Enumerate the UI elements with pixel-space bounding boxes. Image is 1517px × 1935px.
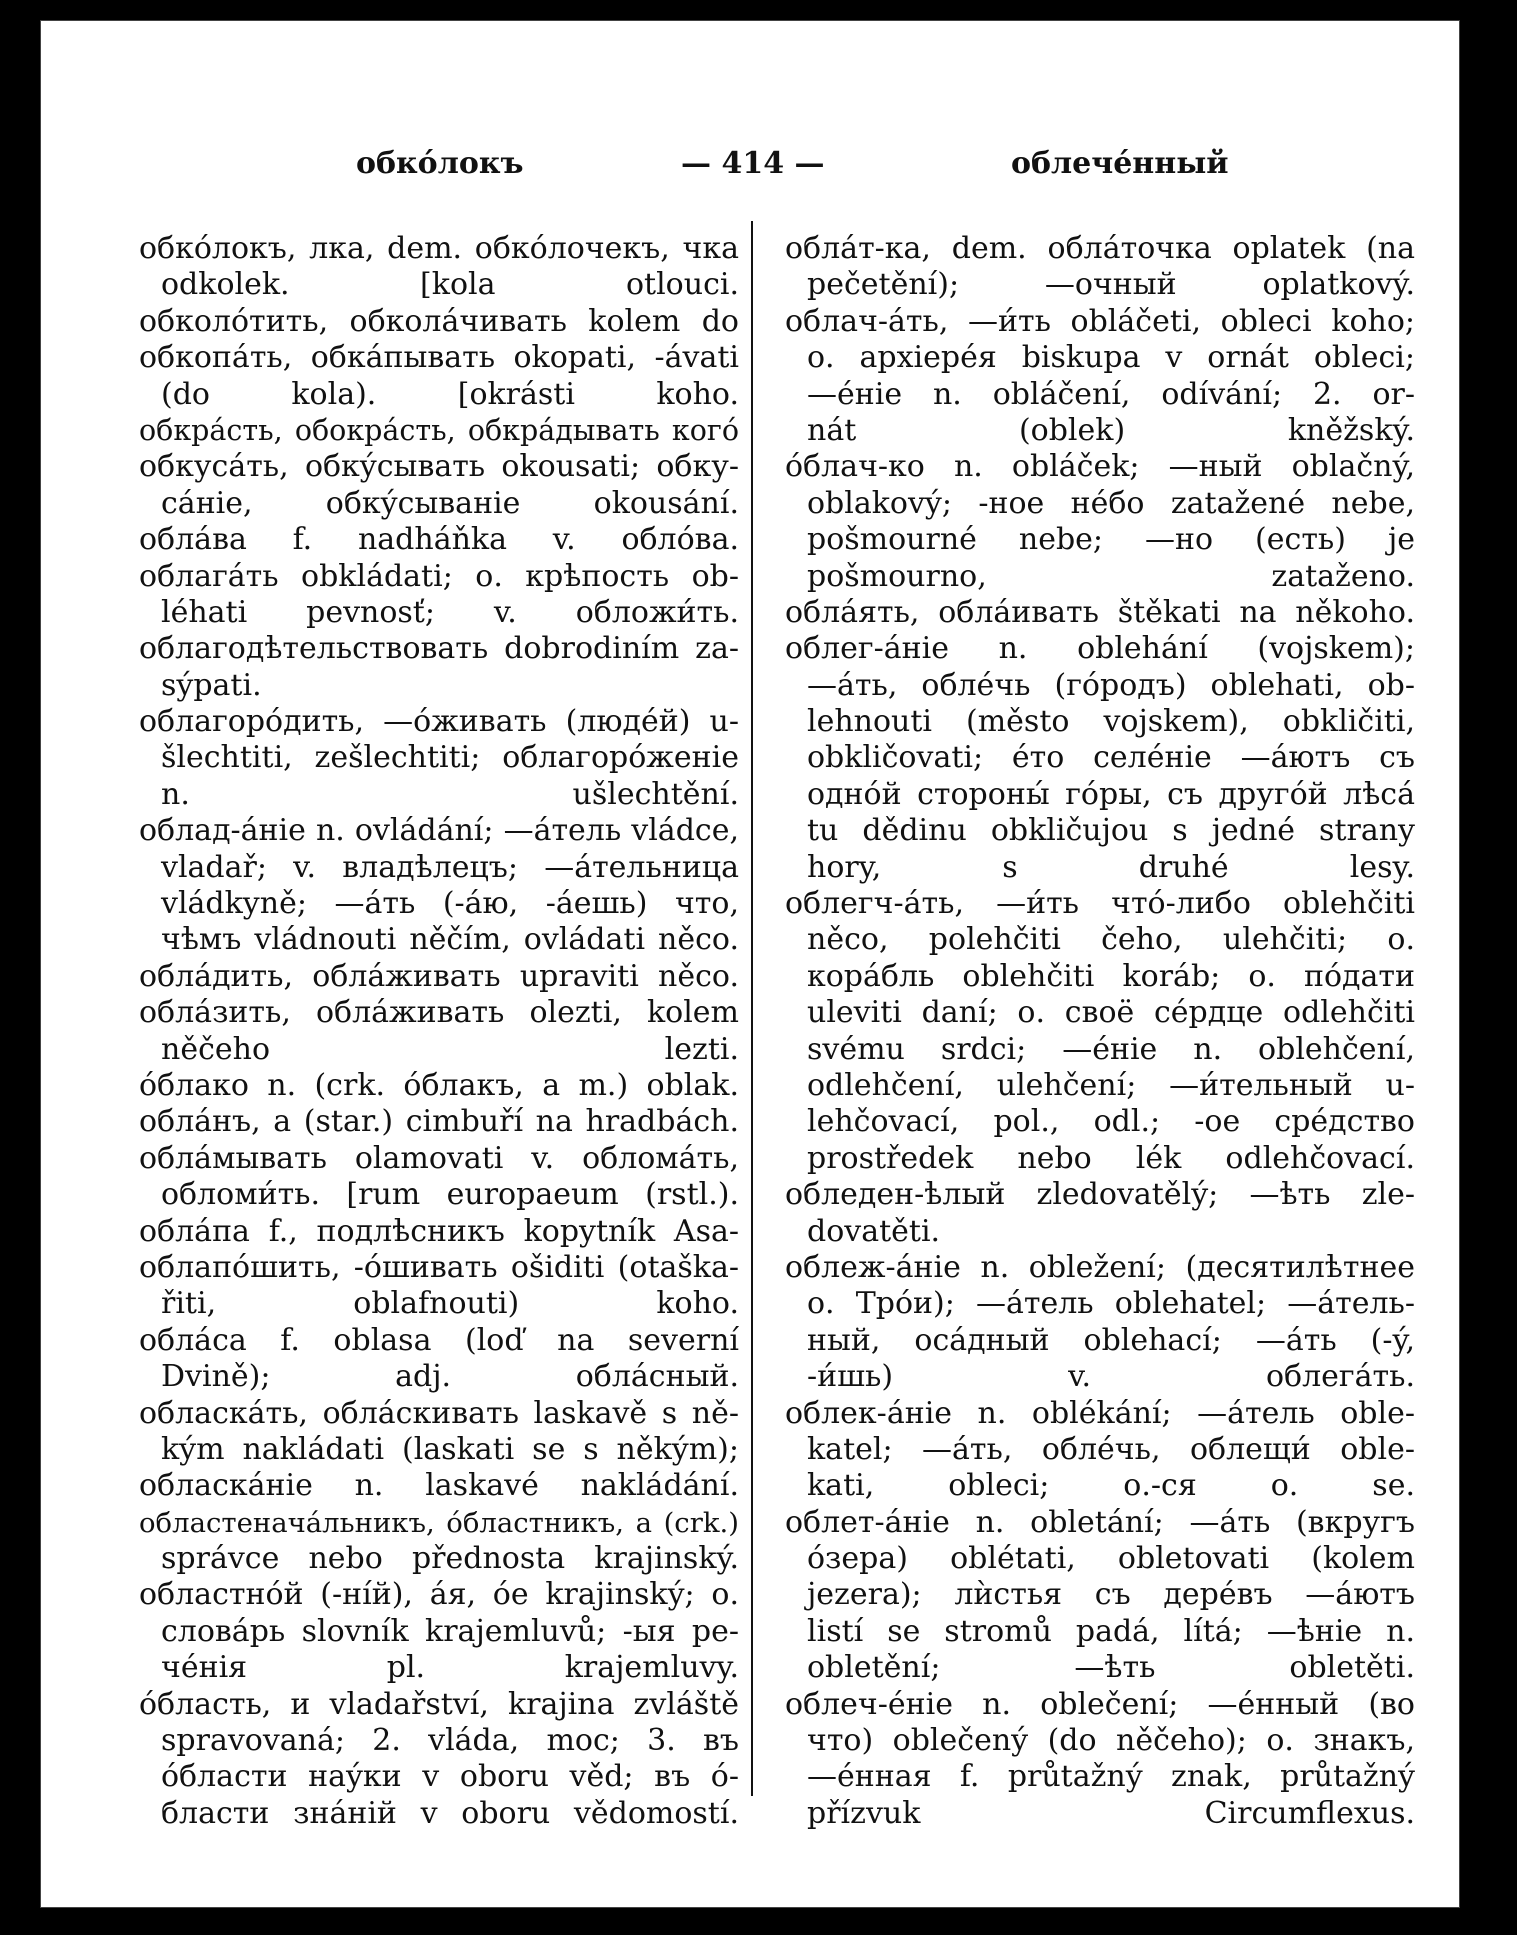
dictionary-page (40, 20, 1460, 1908)
dictionary-line: odlehčení, ulehčení; —и́тельный u- (807, 1067, 1415, 1103)
dictionary-line: léhati pevnosť; v. обложи́ть. (161, 594, 739, 630)
dictionary-line: обледен-ѣлый zledovatělý; —ѣть zle- (785, 1177, 1415, 1213)
dictionary-line: šlechtiti, zešlechtiti; облагорóженіе (161, 740, 739, 776)
left-column (139, 231, 739, 1832)
dictionary-line: областнóй (-нíй), áя, óе krajinský; о. (139, 1577, 739, 1613)
dictionary-line: obkličovati; éто селéніе —áютъ съ (807, 740, 1415, 776)
dictionary-line: vládkyně; —áть (-áю, -áешь) что, (161, 886, 739, 922)
dictionary-line: pečetění); —очный oplatkový. (807, 267, 1415, 303)
dictionary-line: однóй стороны́ гóры, съ другóй лѣсá (807, 776, 1415, 812)
dictionary-line: что) oblečený (do něčeho); о. знакъ, (807, 1723, 1415, 1759)
dictionary-line: бласти знáній v oboru vědomostí. (161, 1795, 739, 1831)
dictionary-line: óзера) oblétati, obletovati (kolem (807, 1541, 1415, 1577)
dictionary-line: oblakový; -ное нéбо zatažené nebe, (807, 485, 1415, 521)
dictionary-line: облáт-ка, dem. облáточка oplatek (na (785, 231, 1415, 266)
dictionary-line: kým nakládati (laskati se s někým); (161, 1431, 739, 1467)
dictionary-line: tu dědinu obkličujou s jedné strany (807, 813, 1415, 849)
dictionary-line: n. ušlechtění. (161, 776, 739, 812)
dictionary-line: —áть, облéчь (гóродъ) oblehati, ob- (807, 667, 1415, 703)
dictionary-line: обкусáть, обкýсывать okousati; обку- (139, 449, 739, 485)
dictionary-line: облагáть obkládati; о. крѣпость ob- (139, 558, 739, 594)
dictionary-line: něco, polehčiti čeho, ulehčiti; о. (807, 922, 1415, 958)
dictionary-line: kati, obleci; о.-ся о. se. (807, 1468, 1415, 1504)
dictionary-line: облет-áніе n. obletání; —áть (вкругъ (785, 1504, 1415, 1540)
page-number: — 414 — (681, 146, 825, 181)
dictionary-line: облег-áніе n. oblehání (vojskem); (785, 631, 1415, 667)
dictionary-line: корáбль oblehčiti koráb; о. пóдати (807, 958, 1415, 994)
dictionary-line: óблач-ко n. obláček; —ный oblačný, (785, 449, 1415, 485)
dictionary-line: облáмывать olamovati v. обломáть, (139, 1140, 739, 1176)
dictionary-line: -и́шь) v. облегáть. (807, 1359, 1415, 1395)
dictionary-line: облáва f. nadháňka v. облóва. (139, 522, 739, 558)
dictionary-line: óбласти наýки v oboru věd; въ ó- (161, 1759, 739, 1795)
dictionary-line: облек-áніе n. oblékání; —áтель oble- (785, 1395, 1415, 1431)
dictionary-line: odkolek. [kola otlouci. (161, 267, 739, 303)
dictionary-line: sýpati. (161, 667, 262, 703)
dictionary-line: обломи́ть. [rum europaeum (rstl.). (161, 1177, 739, 1213)
dictionary-line: облеч-éніе n. oblečení; —éнный (во (785, 1686, 1415, 1722)
dictionary-line: nát (oblek) kněžský. (807, 412, 1415, 448)
dictionary-line: облад-áніе n. ovládání; —áтель vládce, (139, 813, 739, 849)
dictionary-line: óбласть, и vladařství, krajina zvláště (139, 1686, 739, 1722)
dictionary-line: listí se stromů padá, lítá; —ѣніе n. (807, 1613, 1415, 1649)
dictionary-line: óблако n. (crk. óблакъ, a m.) oblak. (139, 1067, 739, 1103)
dictionary-line: облáзить, облáживать olezti, kolem (139, 995, 739, 1031)
dictionary-line: hory, s druhé lesy. (807, 849, 1415, 885)
dictionary-line: сáніе, обкýсываніе okousání. (161, 485, 739, 521)
dictionary-line: pošmourné nebe; —но (есть) je (807, 522, 1415, 558)
dictionary-line: обкóлокъ, лка, dem. обкóлочекъ, чка (139, 231, 739, 266)
dictionary-line: řiti, oblafnouti) koho. (161, 1286, 739, 1322)
dictionary-line: ный, осáдный oblehací; —áть (-ý, (807, 1322, 1415, 1358)
dictionary-line: jezera); лѝстья съ дерéвъ —áютъ (807, 1577, 1415, 1613)
dictionary-line: обкрáсть, обокрáсть, обкрáдывать когó (139, 413, 739, 447)
dictionary-line: словáрь slovník krajemluvů; -ыя ре- (161, 1613, 739, 1649)
dictionary-line: spravovaná; 2. vláda, moc; 3. въ (161, 1723, 739, 1759)
dictionary-line: lehnouti (město vojskem), obkličiti, (807, 704, 1415, 740)
dictionary-line: (do kola). [okrásti koho. (161, 376, 739, 412)
dictionary-line: облáнъ, a (star.) cimbuří na hradbách. (139, 1104, 739, 1140)
running-header (41, 146, 1459, 196)
dictionary-line: něčeho lezti. (161, 1031, 739, 1067)
dictionary-line: —éніе n. obláčení, odívání; 2. or- (807, 376, 1415, 412)
dictionary-line: обласкáть, облáскивать laskavě s ně- (139, 1395, 739, 1431)
dictionary-line: облáса f. oblasa (loď na severní (139, 1322, 739, 1358)
dictionary-line: dovatěti. (807, 1213, 941, 1249)
dictionary-line: чѣмъ vládnouti něčím, ovládati něco. (161, 922, 739, 958)
dictionary-line: —éнная f. průtažný znak, průtažný (807, 1759, 1415, 1795)
dictionary-line: облáдить, облáживать upraviti něco. (139, 958, 739, 994)
dictionary-line: чéнія pl. krajemluvy. (161, 1650, 739, 1686)
dictionary-line: obletění; —ѣть obletěti. (807, 1650, 1415, 1686)
header-left-guideword: обкóлокъ (356, 146, 524, 181)
dictionary-line: облегч-áть, —и́ть чтó-либо oblehčiti (785, 886, 1415, 922)
dictionary-line: облач-áть, —и́ть obláčeti, obleci koho; (785, 303, 1415, 339)
dictionary-line: pošmourno, zataženo. (807, 558, 1415, 594)
dictionary-line: lehčovací, pol., odl.; -ое срéдство (807, 1104, 1415, 1140)
dictionary-line: обкопáть, обкáпывать okopati, -ávati (139, 340, 739, 376)
dictionary-line: облáпа f., подлѣсникъ kopytník Asa- (139, 1213, 739, 1249)
dictionary-line: о. Трóи); —áтель oblehatel; —áтель- (807, 1286, 1415, 1322)
dictionary-line: uleviti daní; о. своё сéрдце odlehčiti (807, 995, 1415, 1031)
dictionary-line: облагорóдить, —óживать (людéй) u- (139, 704, 739, 740)
dictionary-line: přízvuk Circumflexus. (807, 1795, 1415, 1831)
dictionary-line: vladař; v. владѣлецъ; —áтельница (161, 849, 739, 885)
dictionary-line: svému srdci; —éніе n. oblehčení, (807, 1031, 1415, 1067)
right-column (785, 231, 1415, 1832)
dictionary-line: správce nebo přednosta krajinský. (161, 1541, 739, 1577)
dictionary-line: katel; —áть, облéчь, облещи́ oble- (807, 1431, 1415, 1467)
dictionary-line: областеначáльникъ, óбластникъ, a (crk.) (139, 1506, 739, 1539)
dictionary-line: обласкáніе n. laskavé nakládání. (139, 1468, 739, 1504)
dictionary-line: облапóшить, -óшивать ošiditi (otaška- (139, 1249, 739, 1285)
header-right-guideword: облечéнный (1011, 146, 1229, 181)
dictionary-line: облагодѣтельствовать dobrodiním za- (139, 631, 739, 667)
dictionary-line: облáять, облáивать štěkati na někoho. (785, 594, 1415, 630)
dictionary-line: Dvině); adj. облáсный. (161, 1359, 739, 1395)
column-divider (751, 221, 753, 1796)
dictionary-line: о. архіерéя biskupa v ornát obleci; (807, 340, 1415, 376)
dictionary-line: обколóтить, обколáчивать kolem do (139, 303, 739, 339)
dictionary-line: облеж-áніе n. obležení; (десятилѣтнее (785, 1249, 1415, 1285)
dictionary-line: prostředek nebo lék odlehčovací. (807, 1140, 1415, 1176)
